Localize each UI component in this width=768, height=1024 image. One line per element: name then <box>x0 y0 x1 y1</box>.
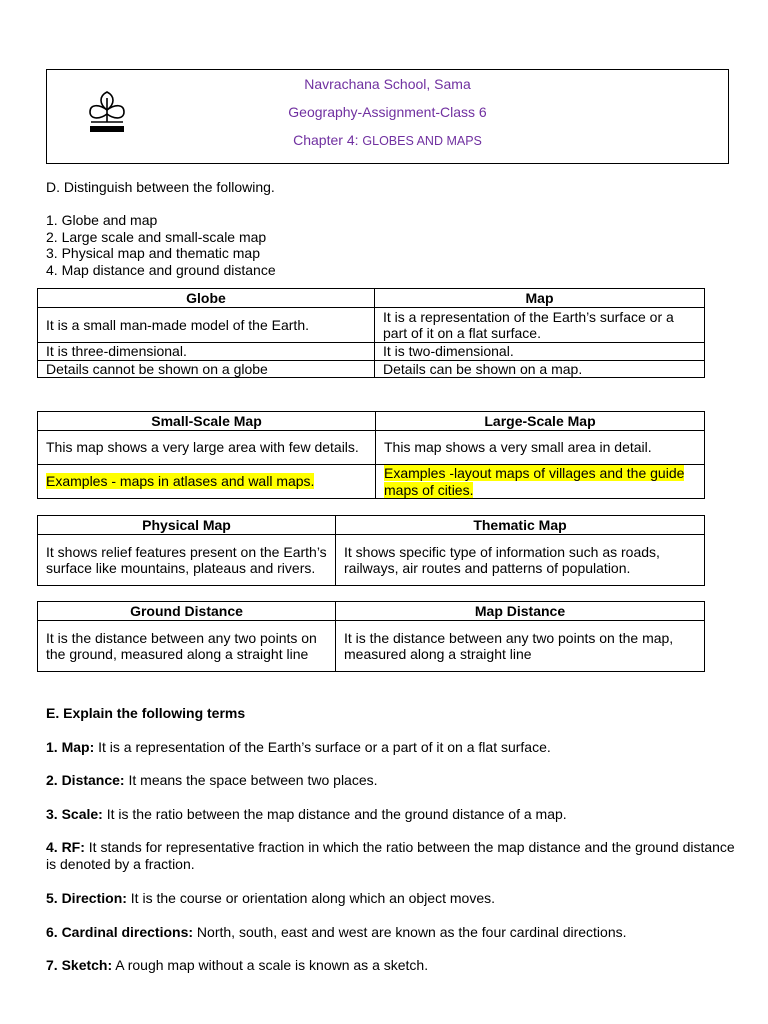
table-header: Small-Scale Map <box>38 412 376 431</box>
assignment-title: Geography-Assignment-Class 6 <box>288 104 487 120</box>
table-header: Physical Map <box>38 516 336 535</box>
list-item: 4. Map distance and ground distance <box>46 262 276 278</box>
distance-table <box>37 601 705 672</box>
term-label: 2. Distance: <box>46 772 125 788</box>
table-cell: It is a small man-made model of the Earth. <box>38 308 375 343</box>
table-cell: This map shows a very small area in detail. <box>376 431 705 465</box>
table-header-row <box>38 516 705 535</box>
table-cell: This map shows a very large area with few details. <box>38 431 376 465</box>
table-cell: It shows specific type of information such as roads, railways, air routes and patterns of population. <box>336 535 705 586</box>
term-definition: North, south, east and west are known as the four cardinal directions. <box>193 924 627 940</box>
section-d-title: D. Distinguish between the following. <box>46 179 275 195</box>
table-cell: It is three-dimensional. <box>38 343 375 361</box>
list-item: 2. Large scale and small-scale map <box>46 229 267 245</box>
table-header-row <box>38 412 705 431</box>
term-label: 4. RF: <box>46 839 85 855</box>
table-row <box>38 360 705 378</box>
term-definition: It is a representation of the Earth’s surface or a part of it on a flat surface. <box>94 739 551 755</box>
physical-thematic-table <box>37 515 705 586</box>
table-cell: Details cannot be shown on a globe <box>38 360 375 378</box>
table-row <box>38 535 705 586</box>
table-header-row <box>38 289 705 308</box>
term-item <box>46 772 736 789</box>
section-e-title: E. Explain the following terms <box>46 705 246 721</box>
chapter-prefix: Chapter 4: <box>293 132 363 148</box>
term-definition: It stands for representative fraction in which the ratio between the map distance and the ground distance is denoted by a fraction. <box>46 839 735 872</box>
term-item <box>46 924 736 941</box>
globe-map-table <box>37 288 705 378</box>
table-cell <box>376 465 705 499</box>
table-cell: It is a representation of the Earth’s surface or a part of it on a flat surface. <box>375 308 705 343</box>
table-cell <box>38 465 376 499</box>
table-row <box>38 431 705 465</box>
scale-map-table <box>37 411 705 499</box>
term-definition: It means the space between two places. <box>124 772 378 788</box>
term-definition: A rough map without a scale is known as a sketch. <box>112 957 429 973</box>
list-item: 1. Globe and map <box>46 212 158 228</box>
term-definition: It is the ratio between the map distance and the ground distance of a map. <box>102 806 567 822</box>
table-header-row <box>38 602 705 621</box>
table-cell: It is the distance between any two points on the ground, measured along a straight line <box>38 621 336 672</box>
highlighted-text: Examples -layout maps of villages and the guide maps of cities. <box>384 465 685 498</box>
table-row <box>38 465 705 499</box>
table-row <box>38 343 705 361</box>
table-cell: It is the distance between any two points on the map, measured along a straight line <box>336 621 705 672</box>
term-item <box>46 839 736 873</box>
table-header: Map <box>375 289 705 308</box>
term-definition: It is the course or orientation along which an object moves. <box>126 890 495 906</box>
table-header: Map Distance <box>336 602 705 621</box>
table-header: Large-Scale Map <box>376 412 705 431</box>
table-header: Thematic Map <box>336 516 705 535</box>
list-item: 3. Physical map and thematic map <box>46 245 260 261</box>
chapter-name: GLOBES AND MAPS <box>362 134 482 148</box>
table-cell: It shows relief features present on the Earth’s surface like mountains, plateaus and rivers. <box>38 535 336 586</box>
highlighted-text: Examples - maps in atlases and wall maps. <box>46 473 315 490</box>
table-header: Globe <box>38 289 375 308</box>
term-label: 3. Scale: <box>46 806 103 822</box>
term-item <box>46 806 736 823</box>
header-box <box>46 69 729 164</box>
term-label: 6. Cardinal directions: <box>46 924 194 940</box>
table-header: Ground Distance <box>38 602 336 621</box>
term-item <box>46 739 736 756</box>
table-cell: It is two-dimensional. <box>375 343 705 361</box>
term-item <box>46 890 736 907</box>
school-name: Navrachana School, Sama <box>304 76 471 92</box>
term-label: 1. Map: <box>46 739 95 755</box>
term-item <box>46 957 736 974</box>
table-row <box>38 308 705 343</box>
table-row <box>38 621 705 672</box>
term-label: 5. Direction: <box>46 890 127 906</box>
table-cell: Details can be shown on a map. <box>375 360 705 378</box>
term-label: 7. Sketch: <box>46 957 113 973</box>
chapter-title <box>47 132 728 148</box>
